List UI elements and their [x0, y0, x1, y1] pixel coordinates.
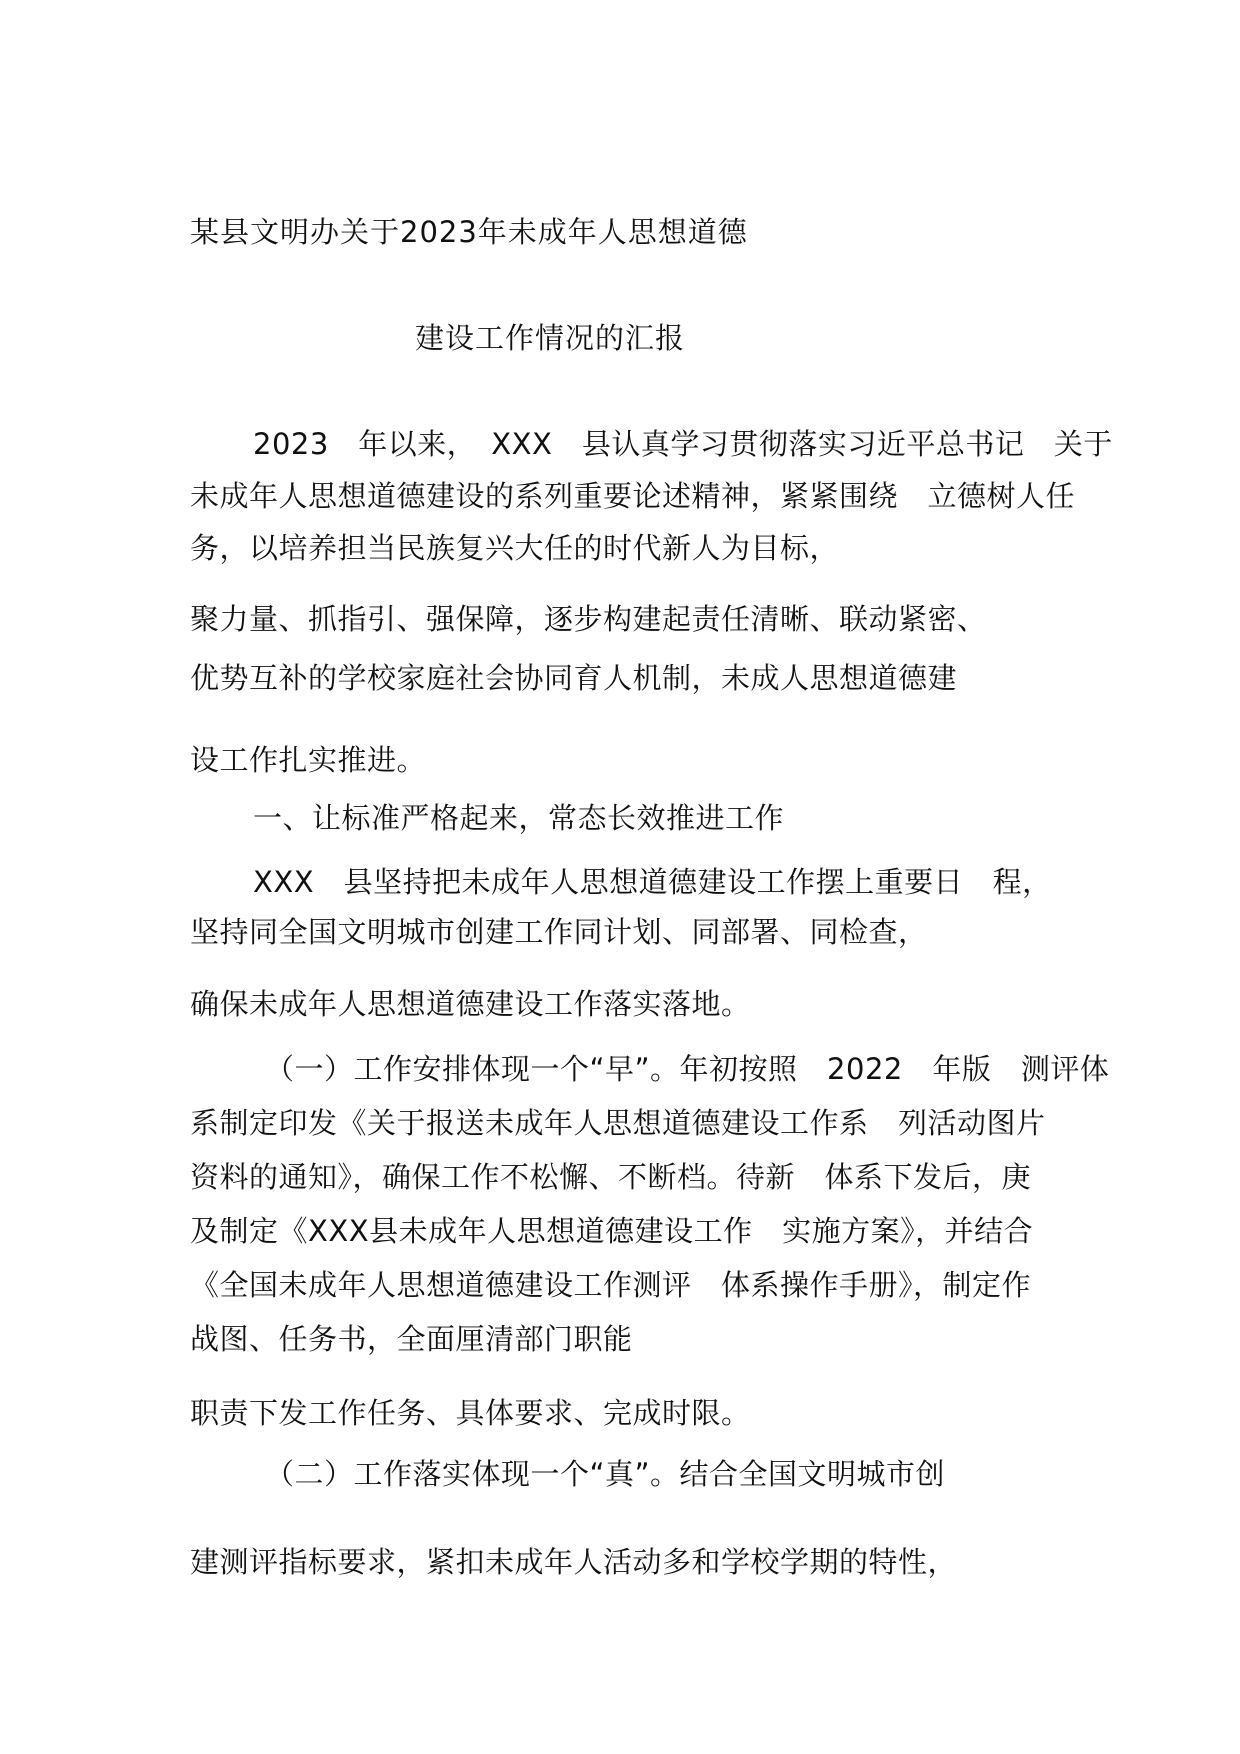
body-line-3: 务，以培养担当民族复兴大任的时代新人为目标，	[190, 531, 840, 565]
body-line-6: 设工作扎实推进。	[190, 743, 427, 777]
body-line-12: 及制定《XXX县未成年人思想道德建设工作 实施方案》，并结合	[190, 1214, 1034, 1248]
body-line-8: 坚持同全国文明城市创建工作同计划、同部署、同检查，	[190, 915, 928, 949]
body-line-14: 战图、任务书，全面厘清部门职能	[190, 1322, 633, 1356]
body-line-4: 聚力量、抓指引、强保障，逐步构建起责任清晰、联动紧密、	[190, 602, 987, 636]
body-line-11: 资料的通知》，确保工作不松懈、不断档。待新 体系下发后，庚	[190, 1160, 1032, 1194]
body-line-15: 职责下发工作任务、具体要求、完成时限。	[190, 1396, 751, 1430]
body-line-16: 建测评指标要求，紧扣未成年人活动多和学校学期的特性，	[190, 1545, 958, 1579]
subsection-line-2: （二）工作落实体现一个“真”。结合全国文明城市创	[265, 1457, 946, 1491]
body-line-13: 《全国未成年人思想道德建设工作测评 体系操作手册》，制定作	[190, 1268, 1032, 1302]
body-line-7: XXX 县坚持把未成年人思想道德建设工作摆上重要日 程，	[253, 865, 1052, 899]
body-line-1: 2023 年以来， XXX 县认真学习贯彻落实习近平总书记 关于	[253, 427, 1113, 461]
body-line-9: 确保未成年人思想道德建设工作落实落地。	[190, 987, 751, 1021]
body-line-5: 优势互补的学校家庭社会协同育人机制，未成人思想道德建	[190, 661, 958, 695]
body-line-10: 系制定印发《关于报送未成年人思想道德建设工作系 列活动图片	[190, 1106, 1046, 1140]
body-line-2: 未成年人思想道德建设的系列重要论述精神，紧紧围绕 立德树人任	[190, 479, 1076, 513]
document-title-line-2: 建设工作情况的汇报	[415, 321, 686, 355]
subsection-line-1: （一）工作安排体现一个“早”。年初按照 2022 年版 测评体	[265, 1052, 1110, 1086]
section-heading-1: 一、让标准严格起来，常态长效推进工作	[253, 801, 785, 835]
document-title-line-1: 某县文明办关于2023年未成年人思想道德	[190, 215, 748, 249]
